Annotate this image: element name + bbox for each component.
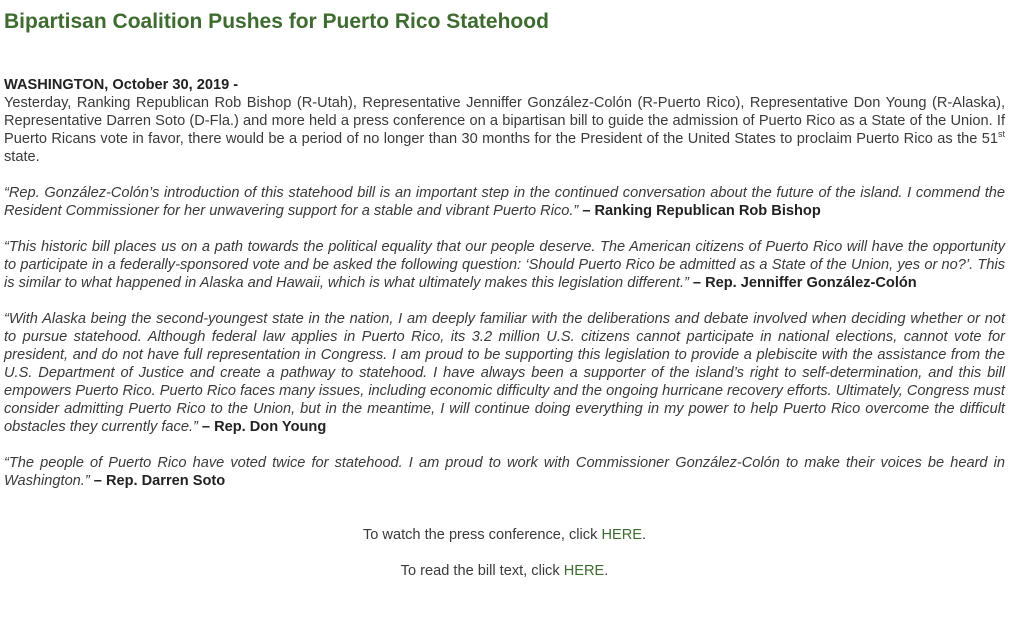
dateline-text: WASHINGTON, October 30, 2019 bbox=[4, 77, 230, 93]
quote-soto bbox=[4, 454, 1005, 490]
links-section bbox=[4, 526, 1005, 580]
intro-text-end: state. bbox=[4, 149, 40, 165]
bill-text-link[interactable]: HERE bbox=[563, 563, 605, 579]
ordinal-suffix: st bbox=[997, 129, 1005, 140]
quote-gonzalez-colon bbox=[4, 238, 1005, 292]
press-conference-link[interactable]: HERE bbox=[601, 527, 642, 543]
quote-attribution: – Rep. Darren Soto bbox=[89, 473, 226, 489]
quote-text: “This historic bill places us on a path towards the political equality that our people deserve. The American citizens of Puerto Rico will have the opportunity to participate in a federally-sponsored vote and be asked the following question: ‘Should Puerto Rico be admitted as a State of the Union, yes or no?’. This is similar to what happened in Alaska and Hawaii, which is what ultimately makes this legislation different.” bbox=[4, 239, 1005, 291]
bill-text-line bbox=[4, 562, 1005, 580]
dateline bbox=[4, 76, 1005, 94]
intro-text: Yesterday, Ranking Republican Rob Bishop (R-Utah), Representative Jenniffer González-Colón (R-Puerto Rico), Representative Don Young (R-Alaska), Representative Darren Soto (D-Fla.) and more held a press conference on a bipartisan bill to guide the admission of Puerto Rico as a State of the Union. If Puerto Ricans vote in favor, there would be a period of no longer than 30 months for the President of the United States to proclaim Puerto Rico as the 51 bbox=[4, 95, 1005, 147]
quote-text: “Rep. González-Colón’s introduction of this statehood bill is an important step in the continued conversation about the future of the island. I commend the Resident Commissioner for her unwavering support for a stable and vibrant Puerto Rico.” bbox=[4, 185, 1005, 219]
quote-young bbox=[4, 310, 1005, 436]
link-prefix: To read the bill text, click bbox=[400, 563, 564, 579]
quote-text: “With Alaska being the second-youngest state in the nation, I am deeply familiar with the deliberations and debate involved when deciding whether or not to pursue statehood. Although federal law applies in Puerto Rico, its 3.2 million U.S. citizens cannot participate in national elections, cannot vote for president, and do not have full representation in Congress. I am proud to be supporting this legislation to provide a plebiscite with the assistance from the U.S. Department of Justice and create a pathway to statehood. I have always been a supporter of the island’s right to self-determination, and this bill empowers Puerto Rico. Puerto Rico faces many issues, including economic difficulty and the ongoing hurricane recovery efforts. Ultimately, Congress must consider admitting Puerto Rico to the Union, but in the meantime, I will continue doing everything in my power to help Puerto Rico overcome the difficult obstacles they currently face.” bbox=[4, 311, 1005, 435]
dateline-separator: - bbox=[229, 77, 239, 93]
quote-attribution: – Ranking Republican Rob Bishop bbox=[578, 203, 821, 219]
link-prefix: To watch the press conference, click bbox=[362, 527, 602, 543]
intro-paragraph bbox=[4, 94, 1005, 166]
link-suffix: . bbox=[641, 527, 647, 543]
quote-text: “The people of Puerto Rico have voted twice for statehood. I am proud to work with Commissioner González-Colón to make their voices be heard in Washington.” bbox=[4, 455, 1005, 489]
quote-bishop bbox=[4, 184, 1005, 220]
quote-attribution: – Rep. Jenniffer González-Colón bbox=[688, 275, 917, 291]
page-title: Bipartisan Coalition Pushes for Puerto Rico Statehood bbox=[4, 10, 549, 33]
quote-attribution: – Rep. Don Young bbox=[197, 419, 327, 435]
link-suffix: . bbox=[604, 563, 609, 579]
watch-press-conference-line bbox=[4, 526, 1005, 544]
